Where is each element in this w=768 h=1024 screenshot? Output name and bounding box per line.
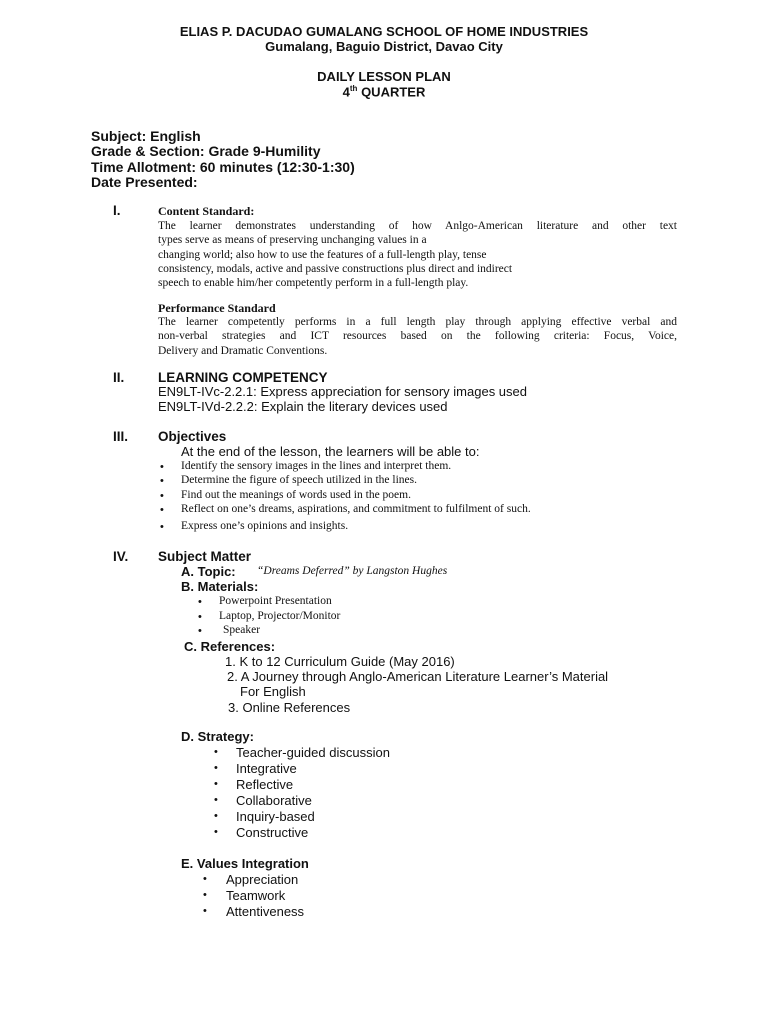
grade-section-line: Grade & Section: Grade 9-Humility (91, 143, 321, 159)
bullet-icon: • (160, 490, 164, 502)
school-name: ELIAS P. DACUDAO GUMALANG SCHOOL OF HOME INDUSTRIES (179, 24, 589, 39)
objectives-title: Objectives (158, 429, 227, 444)
objective-item-2: Determine the figure of speech utilized in the lines. (181, 474, 417, 486)
bullet-icon: • (214, 762, 218, 774)
materials-label: B. Materials: (181, 579, 259, 594)
bullet-icon: • (160, 521, 164, 533)
bullet-icon: • (214, 746, 218, 758)
value-item-1: Appreciation (226, 872, 299, 887)
time-allotment-line: Time Allotment: 60 minutes (12:30-1:30) (91, 159, 355, 175)
section-numeral-1: I. (113, 203, 121, 218)
bullet-icon: • (160, 504, 164, 516)
references-label: C. References: (184, 639, 276, 654)
values-integration-label: E. Values Integration (181, 856, 309, 871)
bullet-icon: • (160, 461, 164, 473)
strategy-item-2: Integrative (236, 761, 297, 776)
objective-item-1: Identify the sensory images in the lines and interpret them. (181, 460, 452, 472)
objective-item-3: Find out the meanings of words used in the poem. (181, 489, 411, 501)
learning-competency-title: LEARNING COMPETENCY (158, 370, 328, 385)
subject-line: Subject: English (91, 128, 201, 144)
bullet-icon: • (198, 625, 202, 637)
bullet-icon: • (214, 778, 218, 790)
subject-matter-title: Subject Matter (158, 549, 252, 564)
strategy-item-1: Teacher-guided discussion (236, 745, 390, 760)
quarter-suffix: th (349, 84, 358, 93)
material-item-3: Speaker (223, 624, 261, 636)
bullet-icon: • (214, 826, 218, 838)
document-title: DAILY LESSON PLAN (317, 69, 451, 84)
value-item-2: Teamwork (226, 888, 286, 903)
bullet-icon: • (214, 810, 218, 822)
quarter-word: QUARTER (361, 84, 426, 100)
material-item-1: Powerpoint Presentation (219, 595, 332, 607)
strategy-item-5: Inquiry-based (236, 809, 315, 824)
section-numeral-3: III. (113, 429, 129, 444)
strategy-item-4: Collaborative (236, 793, 312, 808)
quarter-number: 4 (342, 84, 350, 100)
strategy-item-3: Reflective (236, 777, 294, 792)
bullet-icon: • (203, 905, 207, 917)
objectives-intro: At the end of the lesson, the learners will be able to: (181, 444, 480, 459)
section-numeral-4: IV. (113, 549, 129, 564)
bullet-icon: • (203, 873, 207, 885)
bullet-icon: • (160, 475, 164, 487)
reference-item-1: 1. K to 12 Curriculum Guide (May 2016) (225, 654, 455, 669)
quarter-heading (0, 84, 768, 99)
date-presented-line: Date Presented: (91, 174, 198, 190)
section-numeral-2: II. (113, 370, 125, 385)
bullet-icon: • (198, 611, 202, 623)
topic-label: A. Topic: (181, 564, 236, 579)
reference-item-2: 2. A Journey through Anglo-American Literature Learner’s Material (227, 669, 609, 684)
school-address: Gumalang, Baguio District, Davao City (265, 39, 503, 54)
content-standard-text (158, 219, 677, 290)
strategy-item-6: Constructive (236, 825, 309, 840)
bullet-icon: • (214, 794, 218, 806)
bullet-icon: • (203, 889, 207, 901)
bullet-icon: • (198, 596, 202, 608)
content-standard-heading: Content Standard: (158, 204, 255, 218)
performance-line-1: The learner competently performs in a full length play through applying effective verbal and (158, 316, 677, 328)
strategy-label: D. Strategy: (181, 729, 254, 744)
topic-value: “Dreams Deferred” by Langston Hughes (257, 565, 448, 577)
value-item-3: Attentiveness (226, 904, 305, 919)
performance-standard-text (158, 315, 677, 358)
content-line-4: consistency, modals, active and passive constructions plus direct and indirect (158, 262, 513, 275)
content-line-1: The learner demonstrates understanding of how Anlgo-American literature and other text (158, 220, 677, 232)
content-line-2: types serve as means of preserving unchanging values in a (158, 234, 427, 247)
competency-item-2: EN9LT-IVd-2.2.2: Explain the literary devices used (158, 399, 448, 414)
performance-line-3: Delivery and Dramatic Conventions. (158, 344, 328, 357)
competency-item-1: EN9LT-IVc-2.2.1: Express appreciation for sensory images used (158, 384, 527, 399)
material-item-2: Laptop, Projector/Monitor (219, 610, 341, 622)
content-line-3: changing world; also how to use the features of a full-length play, tense (158, 248, 487, 261)
reference-item-2-cont: For English (240, 684, 306, 699)
content-line-5: speech to enable him/her competently perform in a full-length play. (158, 277, 469, 290)
performance-standard-heading: Performance Standard (158, 301, 276, 315)
performance-line-2: non-verbal strategies and ICT resources based on the following criteria: Focus, Voice, (158, 330, 677, 343)
objective-item-5: Express one’s opinions and insights. (181, 520, 349, 532)
reference-item-3: 3. Online References (228, 700, 351, 715)
objective-item-4: Reflect on one’s dreams, aspirations, and commitment to fulfilment of such. (181, 503, 531, 515)
